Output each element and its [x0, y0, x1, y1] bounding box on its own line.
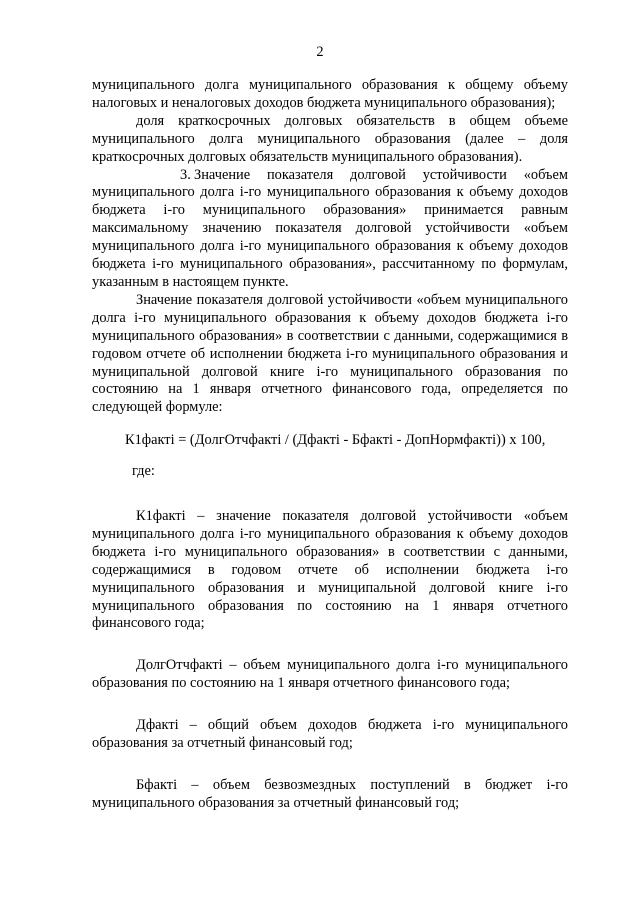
document-body [92, 77, 568, 813]
definition-grants: Бфакті – объем безвозмездных поступлений в бюджет i-го муниципального образования за отчетный финансовый год; [92, 777, 568, 811]
definition-debt: ДолгОтчфакті – объем муниципального долга i-го муниципального образования по состоянию на 1 января отчетного финансового года; [92, 657, 568, 692]
formula: К1факті = (ДолгОтчфакті / (Дфакті - Бфакті - ДопНормфакті)) х 100, [125, 432, 546, 449]
item-3-text: Значение показателя долговой устойчивости «объем муниципального долга i-го муниципального образования к объему доходов бюджета i-го муниципального образования» принимается равным максимальному значению показателя долговой устойчивости «объем муниципального долга i-го муниципального образования к объему доходов бюджета i-го муниципального образования», рассчитанному по формулам, указанным в настоящем пункте. [92, 166, 568, 290]
paragraph-short-term-share: доля краткосрочных долговых обязательств в общем объеме муниципального долга муниципального образования (далее – доля краткосрочных долговых обязательств муниципального образования). [92, 112, 568, 165]
page-number: 2 [316, 44, 324, 60]
definition-k1: К1факті – значение показателя долговой устойчивости «объем муниципального долга i-го муниципального образования к объему доходов бюджета i-го муниципального образования» в соответствии с данными, содержащимися в годовом отчете об исполнении бюджета i-го муниципального образования и муниципальной долговой книге i-го муниципального образования по состоянию на 1 января отчетного финансового года; [92, 508, 568, 632]
definition-income: Дфакті – общий объем доходов бюджета i-го муниципального образования за отчетный финансовый год; [92, 717, 568, 752]
where-label: где: [132, 463, 155, 480]
paragraph-indicator-value: Значение показателя долговой устойчивости «объем муниципального долга i-го муниципального образования к объему доходов бюджета i-го муниципального образования» в соответствии с данными, содержащимися в годовом отчете об исполнении бюджета i-го муниципального образования и муниципальной долговой книге i-го муниципального образования по состоянию на 1 января отчетного финансового года, определяется по следующей формуле: [92, 291, 568, 416]
definitions-list [92, 508, 568, 813]
paragraph-item-3 [92, 167, 568, 292]
paragraph-continuation: муниципального долга муниципального образования к общему объему налоговых и неналоговых доходов бюджета муниципального образования); [92, 77, 568, 111]
item-number: 3. [180, 166, 191, 183]
